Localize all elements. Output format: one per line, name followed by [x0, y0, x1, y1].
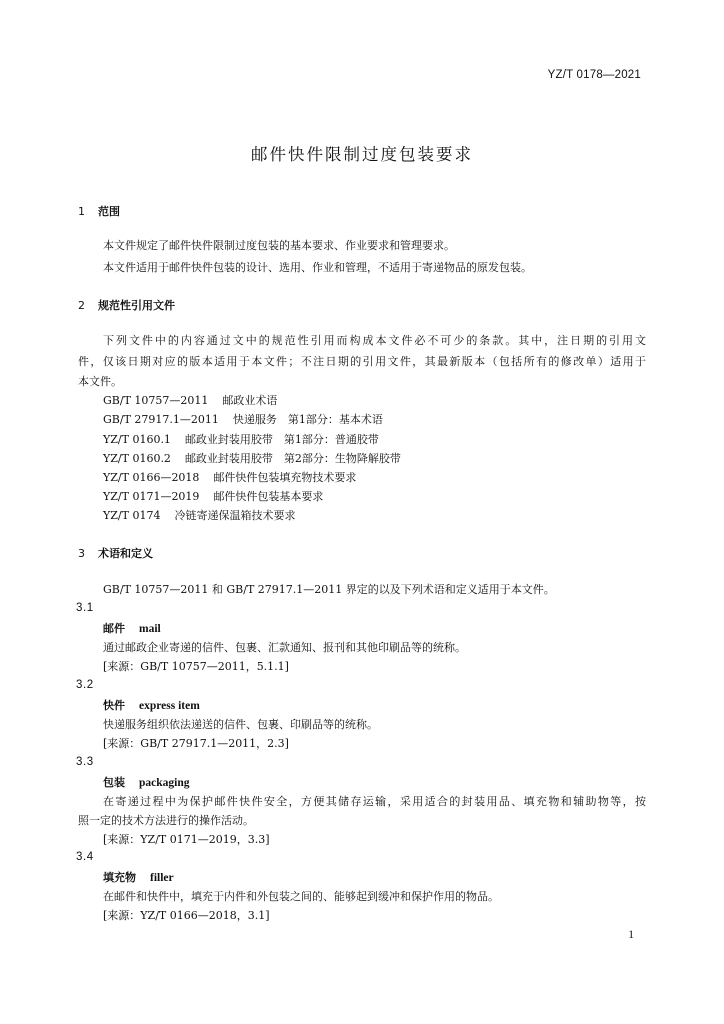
reference-item: [103, 392, 277, 408]
section-1-paragraph-1: 本文件规定了邮件快件限制过度包装的基本要求、作业要求和管理要求。: [103, 239, 455, 252]
term-zh: 快件: [103, 699, 125, 712]
term-definition: 在邮件和快件中，填充于内件和外包装之间的、能够起到缓冲和保护作用的物品。: [103, 890, 499, 903]
section-1-paragraph-2: 本文件适用于邮件快件包装的设计、选用、作业和管理，不适用于寄递物品的原发包装。: [103, 261, 532, 274]
section-3-intro: GB/T 10757—2011 和 GB/T 27917.1—2011 界定的以及下列术语和定义适用于本文件。: [103, 583, 555, 596]
section-2-intro-line-1: 下列文件中的内容通过文中的规范性引用而构成本文件必不可少的条款。其中，注日期的引用文: [103, 334, 646, 347]
term-heading: [103, 620, 161, 636]
term-source: [来源：YZ/T 0166—2018，3.1]: [103, 909, 270, 922]
reference-item: [103, 411, 383, 427]
term-en: express item: [139, 700, 200, 712]
reference-item: [103, 469, 356, 485]
page-number: 1: [628, 929, 634, 941]
reference-code: YZ/T 0160.1: [103, 433, 171, 446]
term-en: packaging: [139, 777, 190, 789]
term-number: 3.1: [76, 602, 94, 614]
section-number: 1: [78, 205, 85, 218]
term-definition-continued: 照一定的技术方法进行的操作活动。: [78, 814, 254, 827]
term-source: [来源：GB/T 27917.1—2011，2.3]: [103, 737, 289, 750]
document-title: 邮件快件限制过度包装要求: [251, 145, 473, 164]
term-source: [来源：YZ/T 0171—2019，3.3]: [103, 833, 270, 846]
reference-title: 邮政业封装用胶带 第1部分：普通胶带: [184, 433, 379, 446]
reference-item: [103, 450, 401, 466]
section-3-heading: [78, 545, 153, 561]
reference-code: YZ/T 0174: [103, 509, 161, 522]
reference-code: GB/T 27917.1—2011: [103, 413, 219, 426]
term-zh: 包装: [103, 776, 125, 789]
section-number: 3: [78, 547, 85, 560]
reference-title: 快递服务 第1部分：基本术语: [232, 413, 383, 426]
term-source: [来源：GB/T 10757—2011，5.1.1]: [103, 660, 289, 673]
term-zh: 邮件: [103, 622, 125, 635]
section-1-heading: [78, 203, 120, 219]
term-number: 3.2: [76, 679, 94, 691]
term-heading: [103, 774, 190, 790]
term-heading: [103, 697, 200, 713]
section-title: 范围: [98, 205, 120, 218]
reference-item: [103, 507, 295, 523]
reference-item: [103, 488, 323, 504]
reference-title: 邮政业术语: [222, 394, 278, 407]
reference-item: [103, 431, 379, 447]
reference-code: YZ/T 0160.2: [103, 452, 171, 465]
reference-title: 冷链寄递保温箱技术要求: [174, 509, 296, 522]
reference-code: YZ/T 0166—2018: [103, 471, 200, 484]
term-definition: 通过邮政企业寄递的信件、包裹、汇款通知、报刊和其他印刷品等的统称。: [103, 641, 466, 654]
reference-title: 邮件快件包装基本要求: [213, 490, 324, 503]
term-en: filler: [150, 872, 174, 884]
term-definition: 在寄递过程中为保护邮件快件安全，方便其储存运输，采用适合的封装用品、填充物和辅助物等，按: [103, 795, 646, 808]
term-heading: [103, 869, 174, 885]
term-number: 3.4: [76, 851, 94, 863]
section-title: 规范性引用文件: [98, 299, 175, 312]
term-definition: 快递服务组织依法递送的信件、包裹、印刷品等的统称。: [103, 718, 378, 731]
section-2-intro-line-2: 件，仅该日期对应的版本适用于本文件；不注日期的引用文件，其最新版本（包括所有的修改单）适用于: [78, 355, 646, 368]
term-number: 3.3: [76, 756, 94, 768]
reference-title: 邮政业封装用胶带 第2部分：生物降解胶带: [184, 452, 401, 465]
reference-code: GB/T 10757—2011: [103, 394, 209, 407]
document-code: YZ/T 0178—2021: [547, 69, 641, 81]
section-number: 2: [78, 299, 85, 312]
reference-title: 邮件快件包装填充物技术要求: [213, 471, 357, 484]
term-en: mail: [139, 623, 161, 635]
reference-code: YZ/T 0171—2019: [103, 490, 200, 503]
term-zh: 填充物: [103, 871, 136, 884]
section-title: 术语和定义: [98, 547, 153, 560]
section-2-heading: [78, 297, 175, 313]
section-2-intro-line-3: 本文件。: [78, 375, 122, 388]
